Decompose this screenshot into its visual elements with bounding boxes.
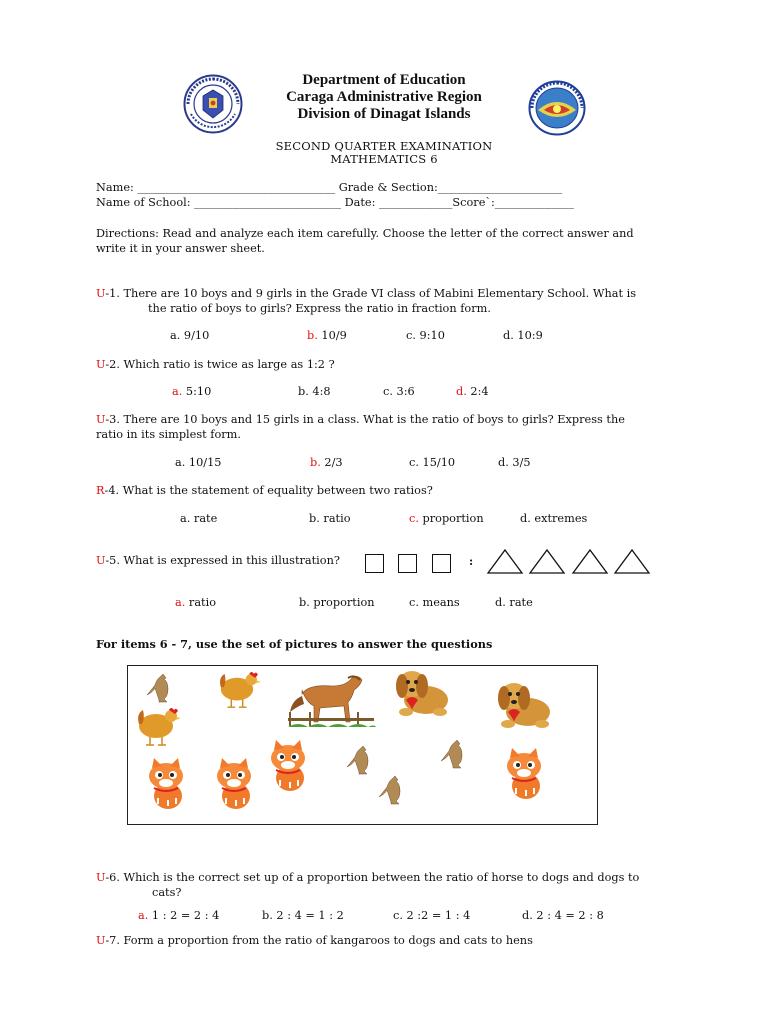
question-text: -2. Which ratio is twice as large as 1:2 ? bbox=[105, 358, 335, 371]
q4-option-a[interactable]: a. rate bbox=[180, 512, 218, 525]
q2-option-c[interactable]: c. 3:6 bbox=[383, 385, 415, 398]
header-dept: Department of Education bbox=[302, 72, 466, 88]
question-1 bbox=[96, 287, 636, 300]
header-division: Division of Dinagat Islands bbox=[297, 106, 471, 122]
q1-option-b[interactable]: b. 10/9 bbox=[307, 329, 347, 342]
kangaroo-picture bbox=[379, 776, 400, 804]
cat-picture bbox=[507, 748, 541, 799]
header-region: Caraga Administrative Region bbox=[286, 89, 482, 105]
kangaroo-picture bbox=[147, 674, 168, 702]
q5-option-a[interactable]: a. ratio bbox=[175, 596, 217, 609]
cat-picture bbox=[217, 758, 251, 809]
question-6 bbox=[96, 871, 639, 884]
question-text: -3. There are 10 boys and 15 girls in a class. What is the ratio of boys to girls? Express the bbox=[105, 413, 625, 426]
triangles-illustration bbox=[487, 548, 651, 574]
q5-option-d[interactable]: d. rate bbox=[495, 596, 533, 609]
dog-picture bbox=[396, 671, 448, 716]
q3-option-b[interactable]: b. 2/3 bbox=[310, 456, 343, 469]
question-7 bbox=[96, 934, 533, 947]
q4-option-d[interactable]: d. extremes bbox=[520, 512, 588, 525]
question-4 bbox=[96, 484, 433, 497]
cat-picture bbox=[149, 758, 183, 809]
q2-option-a[interactable]: a. 5:10 bbox=[172, 385, 212, 398]
division-seal-logo bbox=[528, 80, 586, 136]
question-5 bbox=[96, 554, 340, 567]
question-text: -7. Form a proportion from the ratio of kangaroos to dogs and cats to hens bbox=[105, 934, 533, 947]
question-3-cont: ratio in its simplest form. bbox=[96, 428, 241, 441]
q1-option-a[interactable]: a. 9/10 bbox=[170, 329, 210, 342]
square-shape bbox=[365, 554, 384, 573]
q6-option-b[interactable]: b. 2 : 4 = 1 : 2 bbox=[262, 909, 344, 922]
question-text: -4. What is the statement of equality between two ratios? bbox=[104, 484, 433, 497]
competency-code: U bbox=[96, 554, 106, 567]
question-text: -5. What is expressed in this illustration? bbox=[105, 554, 340, 567]
q3-option-a[interactable]: a. 10/15 bbox=[175, 456, 222, 469]
question-text: -1. There are 10 boys and 9 girls in the Grade VI class of Mabini Elementary School. What is bbox=[105, 287, 637, 300]
kangaroo-picture bbox=[441, 740, 462, 768]
q2-option-d[interactable]: d. 2:4 bbox=[456, 385, 489, 398]
items-6-7-heading: For items 6 - 7, use the set of pictures to answer the questions bbox=[96, 637, 493, 651]
horse-picture bbox=[288, 676, 376, 727]
kangaroo-picture bbox=[347, 746, 368, 774]
hen-picture bbox=[220, 672, 261, 707]
directions-line-2: write it in your answer sheet. bbox=[96, 242, 265, 255]
competency-code: U bbox=[96, 358, 106, 371]
directions-line-1: Directions: Read and analyze each item carefully. Choose the letter of the correct answer and bbox=[96, 227, 634, 240]
q3-option-d[interactable]: d. 3/5 bbox=[498, 456, 531, 469]
q6-option-a[interactable]: a. 1 : 2 = 2 : 4 bbox=[138, 909, 220, 922]
q6-option-c[interactable]: c. 2 :2 = 1 : 4 bbox=[393, 909, 471, 922]
ratio-colon: : bbox=[469, 554, 474, 568]
question-2 bbox=[96, 358, 335, 371]
square-shape bbox=[432, 554, 451, 573]
competency-code: U bbox=[96, 413, 106, 426]
q3-option-c[interactable]: c. 15/10 bbox=[409, 456, 456, 469]
cat-picture bbox=[271, 740, 305, 791]
q5-option-b[interactable]: b. proportion bbox=[299, 596, 375, 609]
question-text: -6. Which is the correct set up of a proportion between the ratio of horse to dogs and dogs to bbox=[105, 871, 640, 884]
exam-title: SECOND QUARTER EXAMINATION bbox=[275, 139, 493, 153]
competency-code: U bbox=[96, 934, 106, 947]
question-3 bbox=[96, 413, 625, 426]
hen-picture bbox=[138, 708, 181, 745]
question-1-cont: the ratio of boys to girls? Express the ratio in fraction form. bbox=[148, 302, 491, 315]
competency-code: R bbox=[96, 484, 105, 497]
competency-code: U bbox=[96, 871, 106, 884]
square-shape bbox=[398, 554, 417, 573]
deped-seal-logo bbox=[183, 74, 243, 134]
exam-subject: MATHEMATICS 6 bbox=[330, 152, 438, 166]
dog-picture bbox=[498, 683, 550, 728]
picture-set-box bbox=[127, 665, 598, 825]
q4-option-c[interactable]: c. proportion bbox=[409, 512, 484, 525]
q2-option-b[interactable]: b. 4:8 bbox=[298, 385, 331, 398]
q6-option-d[interactable]: d. 2 : 4 = 2 : 8 bbox=[522, 909, 604, 922]
q4-option-b[interactable]: b. ratio bbox=[309, 512, 351, 525]
q1-option-d[interactable]: d. 10:9 bbox=[503, 329, 543, 342]
q1-option-c[interactable]: c. 9:10 bbox=[406, 329, 445, 342]
name-grade-line: Name: ___________________________________ Grade & Section:______________________ bbox=[96, 181, 563, 194]
question-6-cont: cats? bbox=[152, 886, 182, 899]
school-date-score-line: Name of School: __________________________ Date: _____________Score`:______________ bbox=[96, 196, 574, 209]
competency-code: U bbox=[96, 287, 106, 300]
q5-option-c[interactable]: c. means bbox=[409, 596, 460, 609]
